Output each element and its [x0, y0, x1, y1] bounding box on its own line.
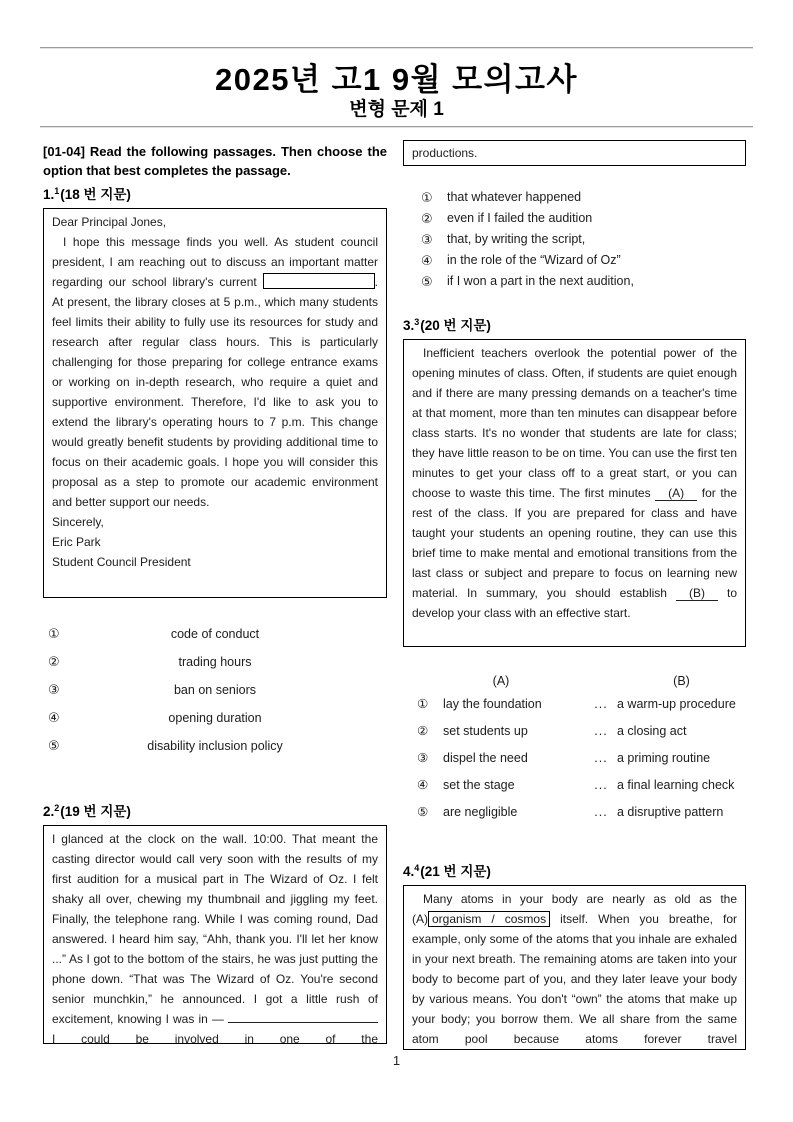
ellipsis-separator: ...: [594, 805, 608, 819]
section-instructions: [01-04] Read the following passages. Then choose the option that best completes the passage.: [43, 144, 387, 178]
option-b-text: a priming routine: [617, 751, 711, 765]
answer-option: [43, 676, 387, 704]
answer-option: [403, 745, 746, 772]
answer-option: [403, 208, 746, 229]
option-text: if I won a part in the next audition,: [447, 274, 634, 288]
option-marker: ①: [417, 697, 429, 711]
answer-option: [403, 772, 746, 799]
passage-3-body: [412, 343, 737, 623]
answer-option: [403, 718, 746, 745]
answer-option: [403, 250, 746, 271]
ellipsis-separator: ...: [594, 724, 608, 738]
option-marker: ⑤: [48, 738, 60, 753]
question-4-label: [403, 860, 746, 880]
question-3-label: [403, 314, 746, 334]
passage-3-box: [403, 339, 746, 647]
fill-in-blank-box: [263, 273, 375, 289]
blank-a: (A): [655, 486, 697, 501]
option-text: in the role of the “Wizard of Oz”: [447, 253, 621, 267]
passage-3-text-before-a: Inefficient teachers overlook the potential power of the opening minutes of class. Often, if students are quiet enough and if there are many pressing demands on a teacher's time at that moment, more than ten minutes can disappear before class starts. It's no wonder that students are late for class; they have little reason to be on time. You can use the first ten minutes to get your class off to a great start, or you can choose to waste this time. The first minutes: [412, 346, 737, 500]
passage-3-text-after-b: to develop your class with an effective start.: [412, 586, 738, 620]
question-1-footnote-marker: 1: [54, 185, 60, 196]
question-2-footnote-marker: 2: [54, 802, 60, 813]
passage-1-box: [43, 208, 387, 598]
passage-4-box: [403, 885, 746, 1050]
answer-option: [43, 620, 387, 648]
option-a-text: lay the foundation: [443, 697, 542, 711]
answer-option: [403, 229, 746, 250]
option-marker: ⑤: [417, 805, 429, 819]
option-marker: ①: [48, 626, 60, 641]
passage-1-signature-title: Student Council President: [52, 555, 191, 569]
passage-1-text-before-blank: I hope this message finds you well. As student council president, I am reaching out to discuss an important matter regarding our school library's current: [52, 235, 378, 289]
question-2-options: [403, 187, 746, 292]
answer-option: [403, 271, 746, 292]
passage-2-body: [52, 829, 378, 1044]
question-3-footnote-marker: 3: [414, 316, 420, 327]
passage-1-salutation: Dear Principal Jones,: [52, 215, 167, 229]
question-4-number: 4.: [403, 864, 415, 879]
answer-option: [43, 648, 387, 676]
passage-1-closing: Sincerely,: [52, 515, 104, 529]
option-b-text: a disruptive pattern: [617, 805, 724, 819]
choice-a-label: (A): [412, 912, 428, 926]
passage-2-text-before-blank: I glanced at the clock on the wall. 10:00. That meant the casting director would call very soon with the results of my first audition for a musical part in The Wizard of Oz. I felt shaky all over, chewing my thumbnail and jiggling my feet. Finally, the telephone rang. While I was coming round, Dad answered. I heard him say, “Ahh, thank you. I'll let her know ...” As I got to the bottom of the stairs, he was just putting the phone down. “That was The Wizard of Oz. You're second senior munchkin,” he announced. I got a little rush of excitement, knowing I was in —: [52, 832, 378, 1026]
answer-option: [43, 732, 387, 760]
passage-4-body: [412, 889, 737, 1049]
question-3-source: (20 번 지문): [420, 318, 491, 333]
option-marker: ④: [48, 710, 60, 725]
ellipsis-separator: ...: [594, 778, 608, 792]
option-b-text: a final learning check: [617, 778, 735, 792]
blank-b: (B): [676, 586, 718, 601]
question-4-footnote-marker: 4: [414, 862, 420, 873]
right-column: [403, 140, 746, 1050]
option-marker: ③: [48, 682, 60, 697]
question-1-number: 1.: [43, 187, 55, 202]
column-a-header: (A): [492, 674, 510, 688]
option-a-text: set students up: [443, 724, 528, 738]
option-a-text: are negligible: [443, 805, 518, 819]
option-text: opening duration: [168, 711, 262, 725]
option-marker: ③: [417, 751, 429, 765]
option-marker: ④: [417, 778, 429, 792]
option-marker: ②: [48, 654, 60, 669]
answer-table-header: [403, 671, 746, 691]
option-text: code of conduct: [170, 627, 260, 641]
option-text: ban on seniors: [173, 683, 256, 697]
passage-2-box: [43, 825, 387, 1044]
column-b-header: (B): [673, 674, 690, 688]
option-a-text: set the stage: [443, 778, 515, 792]
left-column: [43, 142, 387, 1044]
question-1-label: [43, 183, 387, 203]
answer-option: [403, 187, 746, 208]
option-text: disability inclusion policy: [147, 739, 283, 753]
question-1-options: [43, 620, 387, 760]
option-b-text: a warm-up procedure: [617, 697, 736, 711]
passage-1-signature: Eric Park: [52, 535, 101, 549]
option-text: that whatever happened: [447, 190, 582, 204]
question-3-number: 3.: [403, 318, 415, 333]
passage-3-text-between: for the rest of the class. If you are prepared for class and have taught your students an opening routine, they can use this brief time to make mental and emotional transitions from the last class or subject and prepare to focus on learning new material. In summary, you should establish: [412, 486, 737, 600]
answer-option: [403, 799, 746, 826]
answer-option: [43, 704, 387, 732]
fill-in-blank-line: [228, 1010, 378, 1023]
question-4-source: (21 번 지문): [420, 864, 491, 879]
ellipsis-separator: ...: [594, 697, 608, 711]
question-2-label: [43, 800, 387, 820]
passage-2-text-after-blank: I could be involved in one of the: [52, 1032, 378, 1044]
page-subtitle: 변형 문제 1: [349, 99, 444, 120]
passage-4-text-after-choice: itself. When you breathe, for example, only some of the atoms that you inhale are exhaled in your next breath. The remaining atoms are taken into your body to become part of you, and they later leave your body by various means. You don't “own” the atoms that make up your body; you borrow them. We all share from the same atom pool because atoms forever travel: [412, 912, 737, 1046]
passage-2-continuation-box: [403, 140, 746, 166]
page-title: 2025년 고1 9월 모의고사: [215, 62, 578, 97]
option-text: that, by writing the script,: [447, 232, 586, 246]
option-marker: ①: [421, 190, 433, 205]
passage-2-continuation-text: productions.: [412, 146, 478, 160]
question-2-source: (19 번 지문): [60, 804, 131, 819]
option-b-text: a closing act: [617, 724, 687, 738]
option-text: even if I failed the audition: [447, 211, 593, 225]
option-marker: ②: [421, 211, 433, 226]
option-marker: ④: [421, 253, 433, 268]
page-number: 1: [392, 1053, 401, 1068]
ellipsis-separator: ...: [594, 751, 608, 765]
header-rule-top: [40, 47, 753, 49]
option-text: trading hours: [178, 655, 252, 669]
question-1-source: (18 번 지문): [60, 187, 131, 202]
passage-4-text-before-choice: Many atoms in your body are nearly as old as the: [423, 892, 737, 906]
passage-1-text-after-blank: . At present, the library closes at 5 p.m., which many students feel limits their ability to fully use its resources for study and research after regular class hours. This is particularly challenging for those preparing for college entrance exams or working on in-depth research, who require a quiet and supportive environment. Therefore, I'd like to ask you to extend the library's operating hours to 7 p.m. This change would greatly benefit students by providing additional time to focus on their academic goals. I hope you will consider this proposal as a step to promote our academic environment and better support our needs.: [52, 275, 378, 509]
word-choice-box: organism / cosmos: [428, 911, 550, 927]
passage-1-body: [52, 232, 378, 512]
option-marker: ②: [417, 724, 429, 738]
answer-option: [403, 691, 746, 718]
question-3-answer-table: [403, 671, 746, 826]
option-marker: ⑤: [421, 274, 433, 289]
option-marker: ③: [421, 232, 433, 247]
option-a-text: dispel the need: [443, 751, 528, 765]
header-rule-bottom: [40, 126, 753, 128]
question-2-number: 2.: [43, 804, 55, 819]
